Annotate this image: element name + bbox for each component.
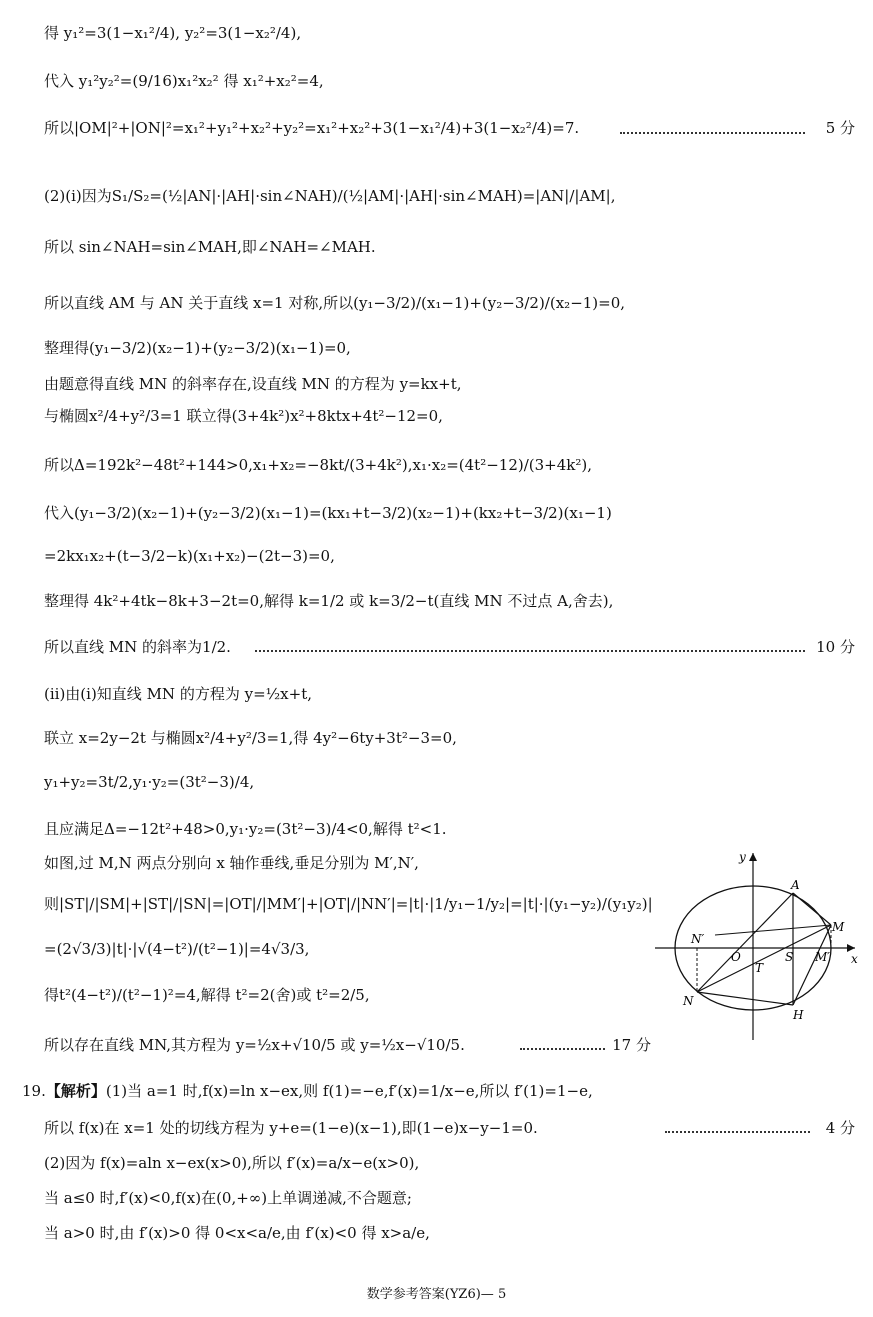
x-axis-arrow	[847, 944, 855, 952]
line-9: 与椭圆x²/4+y²/3=1 联立得(3+4k²)x²+8ktx+4t²−12=0,	[44, 407, 443, 425]
ellipse-figure	[655, 845, 865, 1045]
line-10: 所以Δ=192k²−48t²+144>0,x₁+x₂=−8kt/(3+4k²),x₁·x₂=(4t²−12)/(3+4k²),	[44, 456, 593, 474]
line-15: (ⅱ)由(ⅰ)知直线 MN 的方程为 y=½x+t,	[44, 685, 312, 703]
line-23: 所以存在直线 MN,其方程为 y=½x+√10/5 或 y=½x−√10/5.	[44, 1036, 465, 1054]
line-22: 得t²(4−t²)/(t²−1)²=4,解得 t²=2(舍)或 t²=2/5,	[44, 986, 370, 1004]
line-19: 如图,过 M,N 两点分别向 x 轴作垂线,垂足分别为 M′,N′,	[44, 854, 419, 872]
label-y: y	[739, 850, 746, 864]
score-10: 10 分	[816, 638, 855, 656]
line-8: 由题意得直线 MN 的斜率存在,设直线 MN 的方程为 y=kx+t,	[44, 375, 462, 393]
score-17: 17 分	[612, 1036, 651, 1054]
line-NH	[697, 992, 793, 1005]
q19-line-2: 所以 f(x)在 x=1 处的切线方程为 y+e=(1−e)(x−1),即(1−e)x−y−1=0.	[44, 1119, 538, 1137]
leader-dots	[620, 132, 805, 134]
line-6: 所以直线 AM 与 AN 关于直线 x=1 对称,所以(y₁−3/2)/(x₁−1)+(y₂−3/2)/(x₂−1)=0,	[44, 294, 626, 312]
q19-line-3: (2)因为 f(x)=aln x−ex(x>0),所以 f′(x)=a/x−e(x>0),	[44, 1154, 420, 1172]
score-4: 4 分	[825, 1119, 855, 1137]
line-HM	[793, 925, 831, 1005]
line-18: 且应满足Δ=−12t²+48>0,y₁·y₂=(3t²−3)/4<0,解得 t²<1.	[44, 820, 447, 838]
q19-line-1	[22, 1080, 593, 1102]
line-AM	[793, 893, 831, 925]
score-5: 5 分	[825, 119, 855, 137]
label-M-prime: M′	[815, 950, 831, 964]
line-14: 所以直线 MN 的斜率为1/2.	[44, 638, 231, 656]
leader-dots	[665, 1131, 810, 1133]
y-axis-arrow	[749, 853, 757, 861]
q19-line-4: 当 a≤0 时,f′(x)<0,f(x)在(0,+∞)上单调递减,不合题意;	[44, 1189, 412, 1207]
label-S: S	[785, 950, 794, 964]
label-O: O	[731, 950, 741, 964]
label-N-prime: N′	[691, 932, 705, 946]
line-12: =2kx₁x₂+(t−3/2−k)(x₁+x₂)−(2t−3)=0,	[44, 547, 335, 565]
line-16: 联立 x=2y−2t 与椭圆x²/4+y²/3=1,得 4y²−6ty+3t²−3=0,	[44, 729, 457, 747]
leader-dots	[520, 1048, 605, 1050]
line-4: (2)(ⅰ)因为S₁/S₂=(½|AN|·|AH|·sin∠NAH)/(½|AM|·|AH|·sin∠MAH)=|AN|/|AM|,	[44, 187, 616, 205]
line-13: 整理得 4k²+4tk−8k+3−2t=0,解得 k=1/2 或 k=3/2−t(直线 MN 不过点 A,舍去),	[44, 592, 614, 610]
line-NA	[697, 893, 793, 992]
line-20: 则|ST|/|SM|+|ST|/|SN|=|OT|/|MM′|+|OT|/|NN′|=|t|·|1/y₁−1/y₂|=|t|·|(y₁−y₂)/(y₁y₂)|	[44, 895, 653, 913]
q19-text-1: (1)当 a=1 时,f(x)=ln x−ex,则 f(1)=−e,f′(x)=1/x−e,所以 f′(1)=1−e,	[105, 1082, 593, 1100]
line-5: 所以 sin∠NAH=sin∠MAH,即∠NAH=∠MAH.	[44, 238, 376, 256]
line-21: =(2√3/3)|t|·|√(4−t²)/(t²−1)|=4√3/3,	[44, 940, 310, 958]
line-1: 得 y₁²=3(1−x₁²/4), y₂²=3(1−x₂²/4),	[44, 24, 302, 42]
label-A: A	[791, 878, 800, 892]
analysis-tag: 【解析】	[45, 1082, 106, 1100]
line-17: y₁+y₂=3t/2,y₁·y₂=(3t²−3)/4,	[44, 773, 255, 791]
line-3: 所以|OM|²+|ON|²=x₁²+y₁²+x₂²+y₂²=x₁²+x₂²+3(1−x₁²/4)+3(1−x₂²/4)=7.	[44, 119, 580, 137]
label-N: N	[683, 994, 694, 1008]
label-T: T	[755, 961, 764, 975]
question-number: 19.	[22, 1082, 46, 1100]
label-M: M	[832, 920, 845, 934]
line-2: 代入 y₁²y₂²=(9/16)x₁²x₂² 得 x₁²+x₂²=4,	[44, 72, 324, 90]
line-11: 代入(y₁−3/2)(x₂−1)+(y₂−3/2)(x₁−1)=(kx₁+t−3/2)(x₂−1)+(kx₂+t−3/2)(x₁−1)	[44, 504, 612, 522]
q19-line-5: 当 a>0 时,由 f′(x)>0 得 0<x<a/e,由 f′(x)<0 得 x>a/e,	[44, 1224, 430, 1242]
line-7: 整理得(y₁−3/2)(x₂−1)+(y₂−3/2)(x₁−1)=0,	[44, 339, 351, 357]
page-footer: 数学参考答案(YZ6)— 5	[366, 1287, 507, 1302]
leader-dots	[255, 650, 805, 652]
label-H: H	[793, 1008, 804, 1022]
label-x: x	[851, 952, 858, 966]
